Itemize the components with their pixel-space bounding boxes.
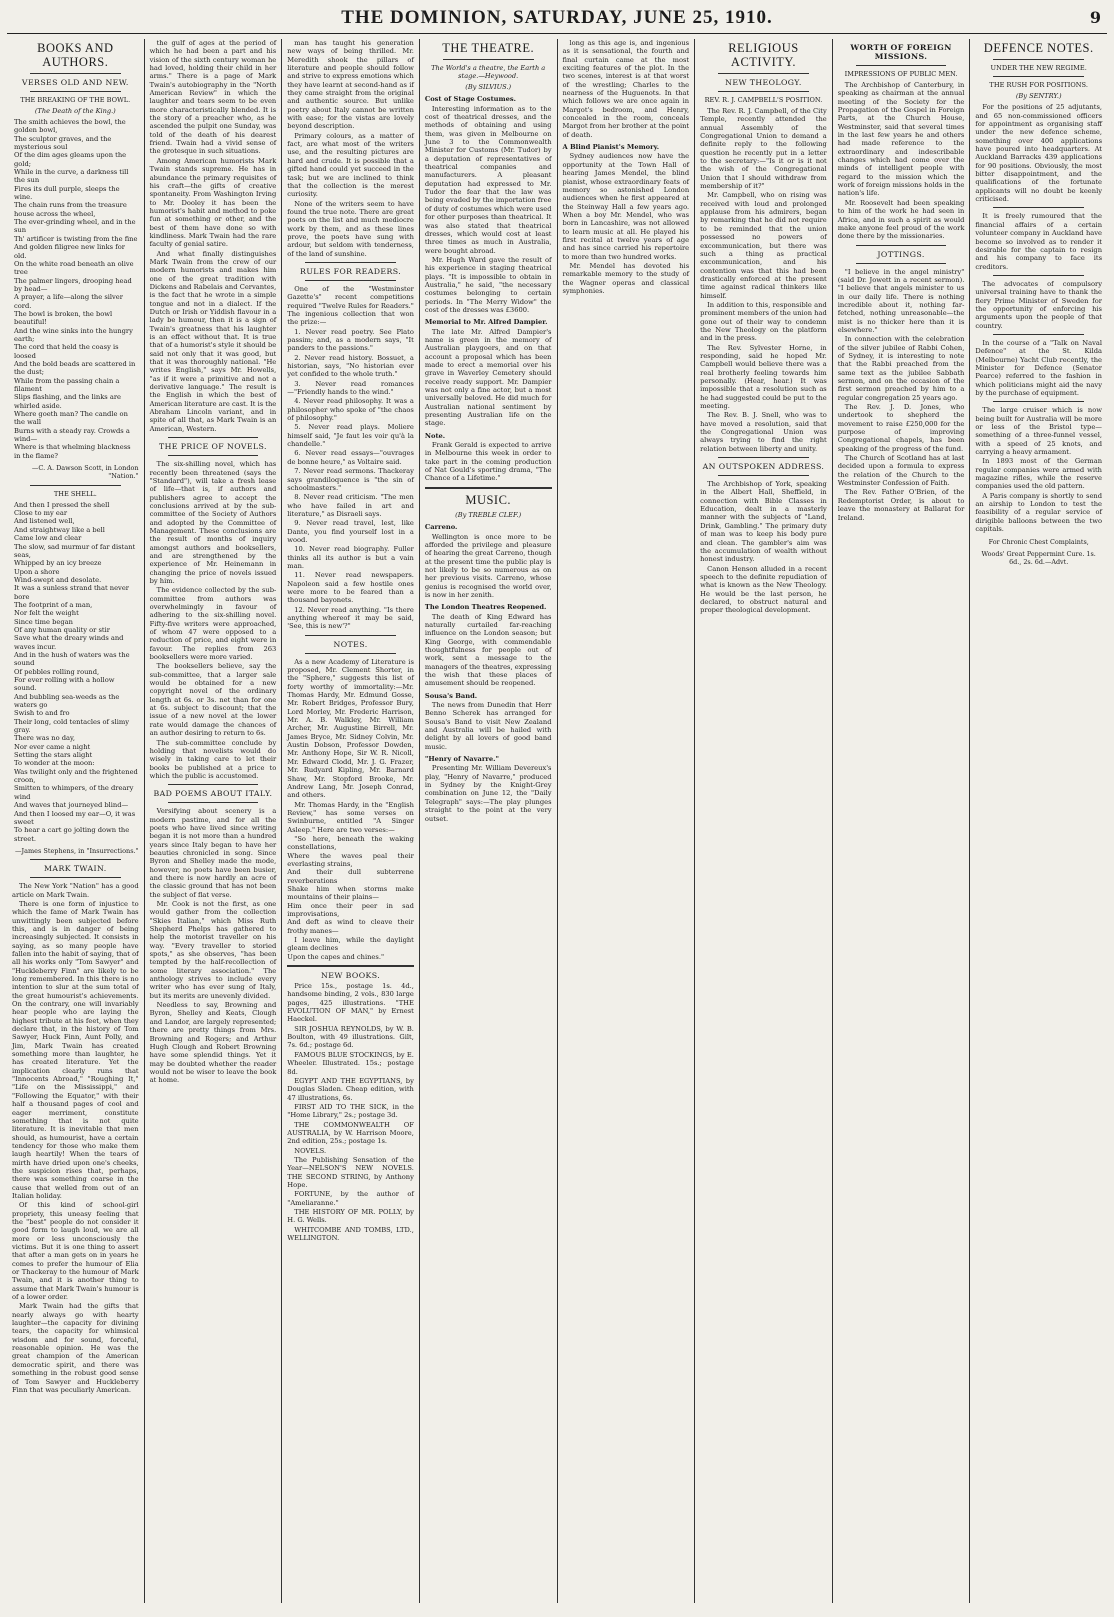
notes-heading: NOTES. [333, 639, 368, 649]
paragraph: Frank Gerald is expected to arrive in Melbourne this week in order to take part in the coming production of Nat Gould's sporting drama, "The Chance of a Lifetime." [424, 441, 552, 483]
paragraph: 5. Never read plays. Moliere himself said, "Je faut les voir qu'à la chandelle." [287, 423, 414, 449]
poem-line: To wonder at the moon: [14, 759, 95, 768]
paragraph: 12. Never read anything. "Is there anything whereof it may be said, 'See, this is new'?" [287, 605, 414, 631]
paragraph: The advocates of compulsory universal training have to thank the fiery Prime Minister of Sweden for the opportunity of enforcing his arguments upon the people of that country. [975, 279, 1102, 330]
religious-activity-heading: RELIGIOUS ACTIVITY. [728, 41, 799, 69]
poem-line: The ever-grinding wheel, and in the sun [14, 218, 136, 235]
poem-the-shell [12, 501, 139, 843]
paragraph: The Publishing Sensation of the Year—NELSON'S NEW NOVELS. THE SECOND STRING, by Anthony Hope. [287, 1155, 414, 1189]
divider [718, 475, 809, 476]
poem-line: Slips flashing, and the links are whirled aside. [14, 393, 121, 410]
paragraph: The booksellers believe, say the sub-committee, that a larger sale would be obtained for a new copyright novel of the ordinary length at 6s. or 3s. net than for one at 6s. subject to discount; that the issue of a new novel at the lower rate would damage the chances of an author desiring to return to 6s. [149, 662, 277, 738]
poem-line: Fires its dull purple, sleeps the wine. [14, 184, 120, 202]
divider [856, 65, 947, 66]
article-heading: Sousa's Band. [424, 691, 478, 700]
poem-line: And the wine sinks into the hungry earth; [14, 326, 133, 343]
campbell-heading: REV. R. J. CAMPBELL'S POSITION. [704, 96, 823, 104]
paragraph: Mark Twain had the gifts that nearly always go with hearty laughter—the capacity for divining tears, the capacity for whimsical wisdom and for sound, forceful, reasonable opinion. He was the great champion of the American democratic spirit, and there was something in the robust good sense of Tom Sawyer and Huckleberry Finn that was peculiarly American. [12, 1302, 139, 1394]
advertisement-line: For Chronic Chest Complaints, [988, 537, 1089, 546]
poem-line: Of any human quality or stir [14, 625, 110, 634]
paragraph: One of the "Westminster Gazette's" recent competitions required "Twelve Rules for Readers." The ingenious collection that won the prize:— [287, 284, 414, 327]
paragraph: The Rev. Father O'Brien, of the Redemptorist Order, is about to leave the monastery at Ballarat for Ireland. [837, 488, 965, 522]
paragraph: 2. Never read history. Bossuet, a historian, says, "No historian ever yet confided to the whole truth." [287, 353, 414, 379]
divider [305, 280, 396, 281]
poem-line: While in the curve, a darkness till the sun [14, 168, 129, 185]
column-3 [282, 39, 420, 1603]
theatre-byline: (By SILVIUS.) [465, 83, 512, 91]
divider [305, 635, 396, 636]
poem-line: The smith achieves the bowl, the golden bowl, [14, 118, 126, 135]
mark-twain-article [12, 882, 139, 1394]
theatre-heading: THE THEATRE. [442, 41, 535, 55]
paragraph: I leave him, while the daylight gleam declines Upon the capes and chines." [287, 936, 414, 961]
paragraph: 1. Never read poetry. See Plato passim; and, as a modern says, "It panders to the passions." [287, 327, 414, 353]
poem-line: And waves that journeyed blind— [14, 801, 129, 810]
paragraph: NOVELS. [294, 1146, 327, 1155]
outspoken-address-heading: AN OUTSPOKEN ADDRESS. [702, 462, 825, 472]
rules-for-readers-heading: RULES FOR READERS. [300, 266, 402, 276]
paragraph: the gulf of ages at the period of which he had been a part and his vision of the sixth century woman he had loved, holding their child in her arms." There is a page of Mark Twain's autobiography in the "North American Review" in which the laughter and tears seem to be even more characteristically blended. It is the story of a preacher who, as he ascended the pulpit one Sunday, was told of the death of his dearest friend. Twain had a vivid sense of the grotesque in such situations. [149, 39, 277, 156]
divider [856, 263, 947, 264]
paragraph: The late Mr. Alfred Dampier's name is green in the memory of Australian playgoers, and on that account a proposal which has been made to erect a memorial over his grave in Waverley Cemetery should receive ready support. Mr. Dampier was not only a fine actor, but a most universally beloved. He did much for Australian national sentiment by presenting Australian life on the stage. [424, 327, 552, 428]
divider [30, 485, 121, 486]
paragraph: Needless to say, Browning and Byron, Shelley and Keats, Clough and Landor, are largely represented; there are pretty things from Mrs. Browning and Rogers; and Arthur Hugh Clough and Robert Browning have some splendid things. Yet it may be doubted whether the reader would not be wiser to leave the book at home. [149, 1001, 277, 1085]
poem-line: Where goeth man? The candle on the wall [14, 410, 128, 427]
divider [443, 59, 534, 60]
column-books-and-authors [7, 39, 145, 1603]
column-2 [145, 39, 283, 1603]
divider [993, 59, 1084, 60]
paragraph: WHITCOMBE AND TOMBS, LTD., WELLINGTON. [287, 1225, 414, 1243]
public-men-heading: IMPRESSIONS OF PUBLIC MEN. [844, 70, 958, 78]
paragraph: Versifying about scenery is a modern pastime, and for all the poets who have lived since writing began it is not more than a hundred years since Italy began to have her beauties chronicled in song. Since Byron and Shelley made the mode, however, no poets have been busier, and there is now hardly an acre of the classic ground that has not been the subject of flat verse. [149, 807, 277, 899]
paragraph: "So here, beneath the waking constellations, Where the waves peal their everlasting strains, And their dull subterrene reverberations Shake him when storms make mountains of their plains— Him once their peer in sad improvisations, And deft as wind to cleave their frothy manes— [287, 834, 414, 935]
price-of-novels-article [150, 460, 277, 780]
paragraph: SIR JOSHUA REYNOLDS, by W. B. Boulton, with 49 illustrations. Gilt, 7s. 6d.; postage 6d. [287, 1024, 414, 1050]
masthead-title: THE DOMINION, SATURDAY, JUNE 25, 1910. [341, 7, 773, 28]
article-heading: Cost of Stage Costumes. [424, 95, 516, 104]
paragraph: Sydney audiences now have the opportunity at the Town Hall of hearing James Mendel, the blind pianist, whose extraordinary feats of memory so astonished London audiences when he first appeared at the Steinway Hall a few years ago. When a boy Mr. Mendel, who was born in Lancashire, was not allowed to learn music at all. He played his first recital at twelve years of age and has since carried his repertoire to more than two hundred works. [562, 152, 690, 261]
bad-poems-article [150, 807, 277, 1084]
divider [718, 457, 809, 458]
poem-line: Wind-swept and desolate. [14, 575, 102, 584]
poem-line: And golden filigree new links for old. [14, 243, 125, 260]
rush-for-positions-heading: THE RUSH FOR POSITIONS. [989, 81, 1088, 89]
paragraph: "I believe in the angel ministry" (said Dr. Jowett in a recent sermon). "I believe that angels minister to us in our daily life. There is nothing incredible about it, nothing far-fetched, nothing unreasonable—the mist is no thicker here than it is elsewhere." [837, 267, 965, 334]
divider [305, 262, 396, 263]
column-foreign-missions [833, 39, 971, 1603]
rules-for-readers-article [287, 285, 414, 631]
poem-line: Upon a shore [14, 567, 60, 576]
poem-line: The chain runs from the treasure house across the wheel, [14, 201, 127, 218]
paragraph: Presenting Mr. William Devereux's play, "Henry of Navarre," produced in Sydney by the Knight-Grey combination on June 12, the "Daily Telegraph" says:—The play plunges straight to the point at the very outset. [424, 764, 552, 823]
paragraph: Mr. Mendel has devoted his remarkable memory to the study of the Wagner operas and classical symphonies. [562, 261, 690, 295]
poem-title: THE SHELL. [53, 489, 97, 498]
column-religious-activity [695, 39, 833, 1603]
poem-line: The bowl is broken, the bowl beautiful! [14, 309, 113, 327]
paragraph: Mr. Campbell, who on rising was received with loud and prolonged applause from his admirers, began by remarking that he did not require to be reminded that the union possessed no powers of excommunication, but there was such a thing as practical excommunication, and his contention was that this had been drastically enforced at the present time against radical thinkers like himself. [700, 191, 827, 300]
bad-poems-heading: BAD POEMS ABOUT ITALY. [153, 789, 273, 799]
paragraph: The Rev. J. D. Jones, who undertook to shepherd the movement to raise £250,000 for the purpose of improving Congregational chapels, has been speaking of the progress of the fund. [837, 403, 965, 453]
poem-line: The footprint of a man, [14, 600, 93, 609]
divider [993, 401, 1084, 402]
paragraph: Mr. Roosevelt had been speaking to him of the work he had seen in Africa, and in such a spirit as would make anyone feel proud of the work done there by the missionaries. [837, 198, 965, 241]
poem-line: And listened well, [14, 517, 75, 526]
poem-line: Was twilight only and the frightened croon, [14, 767, 138, 785]
poem-signature: —C. A. Dawson Scott, in London "Nation." [31, 464, 139, 481]
paragraph: FIRST AID TO THE SICK, in the "Home Library," 2s.; postage 3d. [287, 1102, 414, 1120]
article-heading: Note. [424, 431, 446, 440]
new-regime-heading: UNDER THE NEW REGIME. [990, 64, 1087, 72]
poem-line: For ever rolling with a hollow sound. [14, 676, 115, 693]
article-heading: A Blind Pianist's Memory. [562, 143, 660, 152]
foreign-missions-heading: WORTH OF FOREIGN MISSIONS. [850, 43, 952, 61]
new-theology-heading: NEW THEOLOGY. [725, 78, 802, 87]
divider [718, 73, 809, 74]
paragraph: For the positions of 25 adjutants, and 65 non-commissioned officers for appointment as organising staff under the new defence scheme, something over 400 applications have poured into headquarters. At Auckland Barracks 439 applications for 90 positions. Obviously, the most bitter disappointment, and the qualifications of the fortunate applicants will no doubt be keenly criticised. [975, 103, 1102, 204]
poem-line: Close to my ear [14, 509, 68, 518]
masthead [7, 7, 1107, 34]
poem-signature: —James Stephens, in "Insurrections." [14, 846, 139, 855]
paragraph: A Paris company is shortly to send an airship to London to test the feasibility of a regular service of dirigible balloons between the two capitals. [975, 491, 1102, 534]
poem-line: The sculptor graves, and the mysterious soul [14, 134, 112, 152]
paragraph: The death of King Edward has naturally curtailed far-reaching influence on the London season; but King George, with commendable thoughtfulness for people out of work, sent a message to the managers of the theatres, expressing the wish that these places of amusement should be reopened. [424, 612, 552, 688]
poem-line: And then I pressed the shell [14, 500, 110, 509]
paragraph: Of this kind of school-girl propriety, this uneasy feeling that the "best" people do not consider it good form to laugh loud, we are all more or less unconsciously the victims. But it is one thing to assert that after a man gets on in years he comes to prefer the humour of Elia or Thackeray to the humour of Mark Twain, and it is another thing to assume that Mark Twain's humour is of a lower order. [12, 1201, 139, 1302]
paragraph: None of the writers seem to have found the true note. There are great poets on the list and much mediocre work by them, and as these lines prove, the poets have sung with ardour, but seldom with tenderness, of the land of sunshine. [287, 199, 414, 258]
divider [30, 73, 121, 74]
paragraph: The sub-committee conclude by holding that novelists would do wisely in taking care to let their books be published at a price to which the public is accustomed. [149, 738, 277, 780]
poem-line: And the bold beads are scattered in the dust; [14, 359, 136, 377]
divider [993, 334, 1084, 335]
paragraph: The New York "Nation" has a good article on Mark Twain. [12, 882, 139, 899]
column-theatre [420, 39, 558, 1603]
poem-title: THE BREAKING OF THE BOWL. [20, 96, 131, 104]
paragraph: Mr. Hugh Ward gave the result of his experience in staging theatrical plays. "It is impossible to obtain in Australia," he said, "the necessary costumes belonging to certain periods. In "The Merry Widow" the cost of the dresses was £3600. [424, 255, 552, 314]
theatre-motto: The World's a theatre, the Earth a stage.—Heywood. [431, 64, 546, 80]
paragraph: man has taught his generation new ways of being thrilled. Mr. Meredith shook the pillars of literature and people should follow and strive to express emotions which they have learnt at second-hand as if they came straight from the original and authentic source. But unlike poetry about Italy cannot be written with ease; for the vistas are lovely beyond description. [287, 39, 414, 131]
poem-line: Of pebbles rolling round, [14, 667, 100, 676]
divider [718, 91, 809, 92]
poem-line: Of the dim ages gleams upon the gold; [14, 151, 127, 168]
paragraph: 9. Never read travel, lest, like Dante, you find yourself lost in a wood. [287, 519, 414, 544]
poem-line: There was no day, [14, 734, 76, 743]
mark-twain-heading: MARK TWAIN. [44, 864, 107, 874]
article-heading: Memorial to Mr. Alfred Dampier. [424, 318, 548, 327]
poem-line: Where is that whelming blackness in the flame? [14, 443, 131, 460]
paragraph: 11. Never read newspapers. Napoleon said a few hostile ones were more to be feared than a thousand bayonets. [287, 571, 414, 605]
mark-twain-continued [150, 39, 277, 433]
paragraph: The Rev. B. J. Snell, who was to have moved a resolution, said that the Congregational Union was always trying to find the right relation between liberty and unity. [700, 411, 827, 453]
poem-line: And in the hush of waters was the sound [14, 650, 130, 668]
divider [856, 245, 947, 246]
paragraph: Wellington is once more to be afforded the privilege and pleasure of hearing the great Carreno, though at the present time the public play is not likely to be so numerous as on her previous visits. Carreno, whose genius is recognised the world over, is now in her zenith. [424, 532, 552, 599]
divider [305, 653, 396, 654]
advertisement-line: Woods' Great Peppermint Cure. 1s. 6d., 2s. 6d.—Advt. [981, 549, 1096, 567]
new-books-heading: NEW BOOKS. [321, 971, 381, 981]
notes-article [287, 658, 414, 961]
poem-line: Their long, cold tentacles of slimy gray. [14, 717, 129, 735]
paragraph: 4. Never read philosophy. It was a philosopher who spoke of "the chaos of philosophy." [287, 397, 414, 423]
paragraph: As a new Academy of Literature is proposed, Mr. Clement Shorter, in the "Sphere," suggests this list of forty worthy of immortality:—Mr. Thomas Hardy, Mr. Edmund Gosse, Mr. Robert Bridges, Professor Bury, Lord Morley, Mr. Frederic Harrison, Mr. A. B. Walkley, Mr. William Archer, Mr. Augustine Birrell, Mr. James Bryce, Mr. Sidney Colvin, Mr. Austin Dobson, Professor Dowden, Mr. Anthony Hope, Sir W. R. Nicoll, Mr. Edward Clodd, Mr. J. G. Frazer, Mr. Rudyard Kipling, Mr. Barnard Shaw, Mr. Stopford Brooke, Mr. Andrew Lang, Mr. Joseph Conrad, and others. [287, 657, 414, 800]
music-byline: (By TREBLE CLEF.) [455, 510, 522, 519]
poem-line: Smitten to whimpers, of the dreary wind [14, 784, 134, 801]
paragraph: The Rev. R. J. Campbell, of the City Temple, recently attended the annual Assembly of the Congregational Union to demand a definite reply to the following question he recently put in a letter to the secretary:—"Is it or is it not the wish of the Congregational Union that I should withdraw from membership of it?" [700, 107, 827, 191]
poem-line: The slow, sad murmur of far distant seas, [14, 542, 136, 559]
paragraph: The Church of Scotland has at last decided upon a formula to express the relation of the Church to the Westminster Confession of Faith. [837, 454, 965, 488]
defence-notes-heading: DEFENCE NOTES. [983, 41, 1094, 55]
paragraph: The news from Dunedin that Herr Benno Scherek has arranged for Sousa's Band to visit New Zealand and Australia will be hailed with delight by all lovers of good band music. [424, 701, 552, 751]
paragraph: 8. Never read criticism. "The men who have failed in art and literature," as Disraeli says. [287, 493, 414, 518]
poem-line: And straightway like a bell [14, 525, 105, 534]
paragraph: The evidence collected by the sub-committee from authors was overwhelmingly in favour of adhering to the six-shilling novel. Fifty-five writers were approached, of whom 47 were opposed to a reduction of price, and eight were in favour. The replies from 263 booksellers were more varied. [149, 586, 277, 662]
divider [168, 437, 259, 438]
poem-line: Save what the dreary winds and waves incur. [14, 634, 124, 651]
paragraph: Mr. Thomas Hardy, in the "English Review," has some verses on Swinburne, entitled "A Singer Asleep." Here are two verses:— [287, 800, 414, 834]
paragraph: Among American humorists Mark Twain stands supreme. He has in abundance the primary requisites of his craft—the gifts of creative spontaneity. From Washington Irving to Mr. Dooley it has been the humorist's habit and method to poke fun at something or other, and the best of them have done so with kindliness. Mark Twain had the rare faculty of genial satire. [149, 156, 277, 249]
article-heading: Carreno. [424, 523, 458, 532]
divider [993, 207, 1084, 208]
paragraph: In 1893 most of the German regular companies were armed with magazine rifles, while the reserve companies used the old pattern. [975, 457, 1102, 491]
column-5 [558, 39, 696, 1603]
paragraph: long as this age is, and ingenious as it is sensational, the fourth and final curtain came at the most exciting features of the plot. In the two scenes, interest is at that worst of the wrestling; Charles to the nearness of the Huguenots. In that which follows we are once again in Margot's bedroom, and Henry, concealed in the room, conceals Margot from her brother at the point of death. [562, 39, 690, 139]
music-heading: MUSIC. [465, 492, 512, 507]
poem-line: Th' artificer is twisting from the fine [14, 234, 138, 243]
paragraph: 10. Never read biography. Fuller thinks all its author is but a vain man. [287, 545, 414, 570]
poem-line: Setting the stars alight [14, 751, 93, 760]
paragraph: 7. Never read sermons. Thackeray says grandiloquence is "the sin of schoolmasters." [287, 467, 414, 492]
divider [168, 784, 259, 785]
paragraph: FORTUNE, by the author of "Ameliaranne." [287, 1190, 414, 1207]
article-heading: The London Theatres Reopened. [424, 603, 547, 612]
poem-line: The cord that held the coasy is loosed [14, 343, 119, 360]
paragraph: The Archbishop of Canterbury, in speaking as chairman at the annual meeting of the Society for the Propagation of the Gospel in Foreign Parts, at the Church House, Westminster, said that several times in the last few years he and others had made reference to the extraordinary and indescribable changes which had come over the minds of intelligent people with regard to the mission which the work of foreign missions holds in the nation's life. [837, 81, 965, 198]
paragraph: The large cruiser which is now being built for Australia will be more or less of the Bristol type—something of a three-funnel vessel, with a speed of 25 knots, and carrying a heavy armament. [975, 406, 1102, 457]
divider [30, 859, 121, 860]
paragraph: Canon Henson alluded in a recent speech to the definite repudiation of what is known as the New Theology. He would be the last person, he declared, to obstruct natural and proper theological development. [700, 564, 827, 615]
books-and-authors-heading: BOOKS AND AUTHORS. [37, 41, 114, 69]
poem-line: Came low and clear [14, 534, 82, 543]
divider [30, 91, 121, 92]
page-number: 9 [1089, 8, 1101, 27]
divider [168, 455, 259, 456]
divider [993, 76, 1084, 77]
divider [168, 802, 259, 803]
poem-line: Nor ever came a night [14, 742, 91, 751]
price-of-novels-heading: THE PRICE OF NOVELS. [158, 442, 267, 452]
article-heading: "Henry of Navarre." [424, 755, 499, 764]
paragraph: Mr. Cook is not the first, as one would gather from the collection "Skies Italian," which Miss Ruth Shepherd Phelps has gathered to help the motorist traveller on his way. "Every traveller to storied spots," as she observes, "has been tempted by the half-recollection of some literary association." The anthology strives to include every writer who has ever sung of Italy, but its merits are unevenly divided. [149, 900, 277, 1000]
poem-line: Whipped by an icy breeze [14, 559, 102, 568]
columns [7, 39, 1107, 1603]
paragraph: EGYPT AND THE EGYPTIANS, by Douglas Sladen. Cheap edition, with 47 illustrations, 6s. [287, 1076, 414, 1102]
newspaper-page [7, 7, 1107, 1603]
bad-poems-continued [287, 39, 414, 258]
poem-subtitle: (The Death of the King.) [34, 107, 116, 115]
poem-breaking-of-the-bowl [12, 118, 139, 460]
defence-byline: (By SENTRY.) [1015, 92, 1062, 100]
paragraph: And what finally distinguishes Mark Twain from the crew of our modern humorists and makes him one of the great tradition with Dickens and Rabelais and Cervantes, is the fact that he wrote in a simple tongue and not in a dialect. If the Dutch or Irish or Yiddish flavour in a lady be humour, then it is a sign of Twain's greatness that his laughter is an effect without that. It is true that of a humorist's style it should be said not only that it was good, but that it was thoroughly national. "He writes English," says Mr. Howells, "as if it were a primitive and not a derivative language." The result is the English in which the best of American literature are cast. It is the Abraham Lincoln variant, and in spite of all that, as Mark Twain is an American, Western. [149, 249, 277, 433]
poem-line: A prayer, a life—along the silver cord. [14, 293, 123, 310]
new-books-advertisement [287, 982, 414, 1242]
poem-line: Since time began [14, 617, 73, 626]
paragraph: Primary colours, as a matter of fact, are what most of the writers use, and the resulting pictures are hard and crude. It is possible that a gifted hand could yet succeed in the task; but we are inclined to think that the collection is the merest curiosity. [287, 131, 414, 199]
paragraph: The Archbishop of York, speaking in the Albert Hall, Sheffield, in connection with Bible Classes in Education, dealt in a masterly manner with the subjects of "Land, Drink, Gambling." The primary duty of man was to keep his body pure and clean. The gambler's aim was the accumulation of wealth without honest industry. [700, 480, 827, 564]
divider [30, 877, 121, 878]
paragraph: 3. Never read romances—"Friendly hands to the wind." [287, 379, 414, 397]
verses-heading: VERSES OLD AND NEW. [21, 78, 129, 87]
paragraph: Price 15s., postage 1s. 4d., handsome binding, 2 vols., 830 large pages, 425 illustrations. "THE EVOLUTION OF MAN," by Ernest Haeckel. [287, 982, 414, 1024]
paragraph: THE HISTORY OF MR. POLLY, by H. G. Wells. [287, 1208, 414, 1225]
poem-line: It was a sunless strand that never bore [14, 584, 129, 601]
poem-line: While from the passing chain a filament [14, 376, 120, 393]
column-defence-notes [970, 39, 1107, 1603]
divider [287, 965, 414, 967]
poem-line: Swish to and fro [14, 709, 70, 718]
paragraph: The six-shilling novel, which has recently been threatened (says the "Standard"), will take a fresh lease of life—that is, if authors and publishers agree to accept the conclusions arrived at by the sub-committee of the Society of Authors and adopted by the Committee of Management. These conclusions are the result of months of inquiry amongst authors and booksellers, and are strengthened by the experience of Mr. Heinemann in changing the price of novels issued by him. [149, 460, 277, 585]
poem-line: And bubbling sea-weeds as the waters go [14, 692, 120, 710]
paragraph: 6. Never read essays—"ouvrages de bonne heure," as Voltaire said. [287, 449, 414, 466]
paragraph: In the course of a "Talk on Naval Defence" at the St. Kilda (Melbourne) Yacht Club recently, the Minister for Defence (Senator Pearce) referred to the fashion in which politicians might aid the navy by the purchase of equipment. [975, 338, 1102, 397]
divider [993, 275, 1084, 276]
poem-line: The palmer lingers, drooping head by head— [14, 276, 132, 293]
paragraph: FAMOUS BLUE STOCKINGS, by E. Wheeler. Illustrated. 15s.; postage 8d. [287, 1050, 414, 1076]
poem-line: Burns with a steady ray. Crowds a wind— [14, 426, 130, 444]
paragraph: There is one form of injustice to which the fame of Mark Twain has unwittingly been subjected before this, and is in danger of being increasingly subjected. It consists in saying, as so many people have fallen into the habit of saying, that of all his works only "Tom Sawyer" and "Huckleberry Finn" are likely to be long remembered. In this there is no intention to slur at the sum total of the great humourist's achievements. On the contrary, one will invariably hear people who are laying the highest tribute at his feet, when they declare that, in the history of Tom Sawyer, Huck Finn, Aunt Polly, and Jim, Mark Twain has created something more than laughter, he has created literature. Yet the implication clearly runs that "Innocents Abroad," "Roughing It," "Life on the Mississippi," and "Following the Equator," with their half a thousand pages of cool and eager merriment, constitute something that is not quite literature. It is inevitable that men should, as humourist, have a certain tendency for those who make them laugh heartily! When the tears of mirth have dried upon one's cheeks, the suspicion rises that, perhaps, there was something coarse in the cause that welled from out of an Italian holiday. [12, 899, 139, 1200]
poem-line: On the white road beneath an olive tree [14, 259, 134, 277]
paragraph: THE COMMONWEALTH OF AUSTRALIA, by W. Harrison Moore, 2nd edition, 25s.; postage 1s. [287, 1120, 414, 1146]
paragraph: Interesting information as to the cost of theatrical dresses, and the methods of obtaining and using them, was given in Melbourne on June 3 to the Commonwealth Minister for Customs (Mr. Tudor) by a deputation of representatives of theatrical companies and manufacturers. A pleasant deputation had expressed to Mr. Tudor the fear that the law was being evaded by the importation free of duty of costumes which were used for other purposes than theatrical. It was also stated that theatrical dresses, which would cost at least three times as much in Australia, were bought abroad. [424, 104, 552, 255]
poem-line: And then I loosed my ear—O, it was sweet [14, 809, 136, 826]
paragraph: It is freely rumoured that the financial affairs of a certain volunteer company in Auckland have become so involved as to render it desirable for the captain to resign and his company to face its creditors. [975, 212, 1102, 271]
paragraph: The Rev. Sylvester Horne, in responding, said he hoped Mr. Campbell would believe there was a real brotherly feeling towards him personally. (Hear, hear.) It was impossible that a resolution such as he had suggested could be put to the meeting. [700, 343, 827, 411]
paragraph: In addition to this, responsible and prominent members of the union had gone out of their way to condemn the New Theology on the platform and in the press. [700, 300, 827, 343]
poem-line: To hear a cart go jolting down the street. [14, 826, 130, 843]
poem-line: Nor felt the weight [14, 609, 79, 618]
paragraph: In connection with the celebration of the silver jubilee of Rabbi Cohen, of Sydney, it is interesting to note that the Rabbi preached from the same text as the jubilee Sabbath sermon, and on the occasion of the first sermon preached by him to a regular congregation 25 years ago. [837, 335, 965, 402]
jottings-heading: JOTTINGS. [877, 249, 925, 259]
divider [425, 487, 552, 489]
